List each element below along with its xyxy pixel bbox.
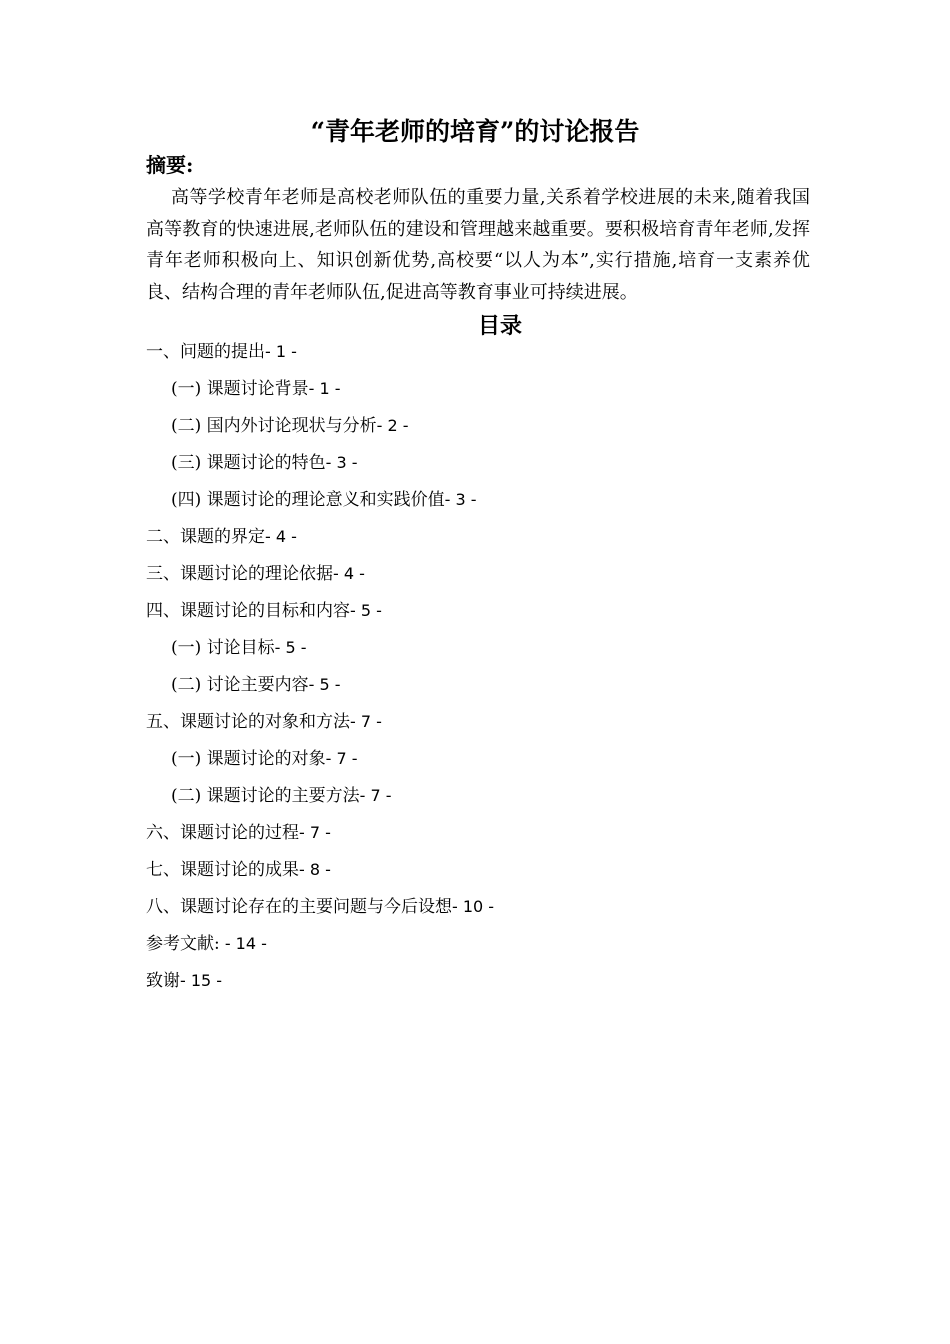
toc-heading: 目录 bbox=[477, 313, 522, 339]
toc-entry-label: (一) 讨论目标 bbox=[171, 638, 275, 658]
toc-entry[interactable] bbox=[146, 814, 494, 851]
toc-entry-label: 二、课题的界定 bbox=[146, 527, 265, 547]
toc-entry[interactable] bbox=[146, 777, 494, 814]
toc-entry-page-number: - 7 - bbox=[350, 712, 382, 731]
toc-entry-label: (三) 课题讨论的特色 bbox=[171, 453, 326, 473]
toc-entry[interactable] bbox=[146, 333, 494, 370]
toc-entry-page-number: - 7 - bbox=[299, 823, 331, 842]
toc-entry[interactable] bbox=[146, 444, 494, 481]
toc-entry[interactable] bbox=[146, 518, 494, 555]
toc-entry[interactable] bbox=[146, 888, 494, 925]
toc-entry-label: (二) 讨论主要内容 bbox=[171, 675, 309, 695]
abstract-body: 高等学校青年老师是高校老师队伍的重要力量,关系着学校进展的未来,随着我国高等教育的快速进展,老师队伍的建设和管理越来越重要。要积极培育青年老师,发挥青年老师积极向上、知识创新优势,高校要“以人为本”,实行措施,培育一支素养优良、结构合理的青年老师队伍,促进高等教育事业可持续进展。 bbox=[146, 187, 810, 303]
toc-entry-page-number: - 15 - bbox=[180, 971, 223, 990]
toc-entry[interactable] bbox=[146, 666, 494, 703]
document-title: “青年老师的培育”的讨论报告 bbox=[310, 117, 640, 146]
toc-entry-label: (四) 课题讨论的理论意义和实践价值 bbox=[171, 490, 445, 510]
toc-entry[interactable] bbox=[146, 629, 494, 666]
toc-entry-page-number: - 5 - bbox=[274, 638, 307, 657]
toc-entry-label: 致谢 bbox=[146, 971, 180, 991]
toc-entry[interactable] bbox=[146, 592, 494, 629]
toc-entry-label: 参考文献: bbox=[146, 934, 220, 954]
toc-entry-label: (一) 课题讨论的对象 bbox=[171, 749, 326, 769]
toc-entry-page-number: - 5 - bbox=[350, 601, 382, 620]
toc-entry-label: 四、课题讨论的目标和内容 bbox=[146, 601, 350, 621]
toc-entry[interactable] bbox=[146, 407, 494, 444]
toc-entry-label: 三、课题讨论的理论依据 bbox=[146, 564, 333, 584]
toc-entry[interactable] bbox=[146, 703, 494, 740]
toc-entry-label: 一、问题的提出 bbox=[146, 342, 265, 362]
toc-entry-page-number: - 14 - bbox=[219, 934, 267, 953]
toc-entry[interactable] bbox=[146, 740, 494, 777]
toc-entry-page-number: - 1 - bbox=[308, 379, 341, 398]
toc-entry-page-number: - 10 - bbox=[452, 897, 495, 916]
toc-entry-page-number: - 2 - bbox=[376, 416, 409, 435]
toc-entry-page-number: - 4 - bbox=[265, 527, 297, 546]
toc-entry[interactable] bbox=[146, 481, 494, 518]
toc-entry-page-number: - 8 - bbox=[299, 860, 331, 879]
toc-entry-page-number: - 3 - bbox=[444, 490, 477, 509]
toc-entry-page-number: - 7 - bbox=[325, 749, 358, 768]
toc-entry-page-number: - 7 - bbox=[359, 786, 392, 805]
toc-entry[interactable] bbox=[146, 925, 494, 962]
toc-entry-label: (一) 课题讨论背景 bbox=[171, 379, 309, 399]
toc-entry-label: 八、课题讨论存在的主要问题与今后设想 bbox=[146, 897, 452, 917]
abstract-label: 摘要: bbox=[146, 153, 194, 177]
toc-entry-label: 五、课题讨论的对象和方法 bbox=[146, 712, 350, 732]
table-of-contents bbox=[146, 333, 494, 999]
toc-entry-label: 六、课题讨论的过程 bbox=[146, 823, 299, 843]
toc-entry-page-number: - 3 - bbox=[325, 453, 358, 472]
toc-entry[interactable] bbox=[146, 555, 494, 592]
toc-entry-page-number: - 1 - bbox=[265, 342, 297, 361]
toc-entry-page-number: - 4 - bbox=[333, 564, 365, 583]
toc-entry-page-number: - 5 - bbox=[308, 675, 341, 694]
toc-entry-label: 七、课题讨论的成果 bbox=[146, 860, 299, 880]
toc-entry-label: (二) 课题讨论的主要方法 bbox=[171, 786, 360, 806]
toc-entry[interactable] bbox=[146, 370, 494, 407]
toc-entry[interactable] bbox=[146, 851, 494, 888]
toc-entry[interactable] bbox=[146, 962, 494, 999]
toc-entry-label: (二) 国内外讨论现状与分析 bbox=[171, 416, 377, 436]
